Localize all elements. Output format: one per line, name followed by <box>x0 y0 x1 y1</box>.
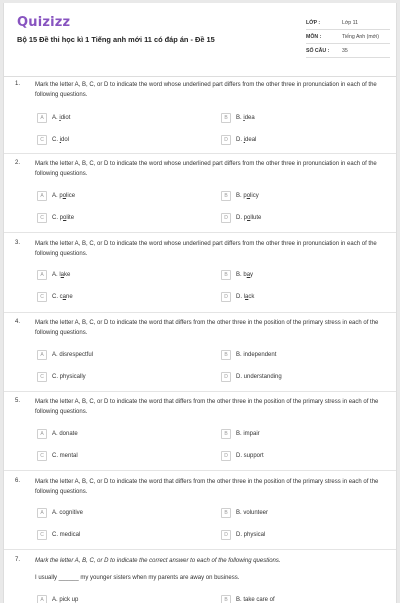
option-underlined: i <box>243 115 245 121</box>
meta-label: LỚP : <box>306 20 321 26</box>
option-letter-box: A <box>37 113 47 123</box>
option-text: B. take care of <box>236 597 275 603</box>
meta-label: SỐ CÂU : <box>306 48 330 54</box>
option-underlined: a <box>246 272 251 278</box>
option-prefix: C. <box>52 137 60 143</box>
option-text: A. cognitive <box>52 510 84 516</box>
meta-value: Lớp 11 <box>342 20 358 26</box>
option-text <box>236 137 256 143</box>
option-suffix: llute <box>250 215 262 221</box>
option-text: B. impair <box>236 431 260 437</box>
option-letter-box: C <box>37 135 47 145</box>
question-number: 3. <box>15 240 21 246</box>
option-letter-box: A <box>37 350 47 360</box>
option-text: B. independent <box>236 352 277 358</box>
question-text: Mark the letter A, B, C, or D to indicate the word whose underlined part differs from the other three in pronunciation in each of the following questions. <box>35 82 377 98</box>
option-suffix: lite <box>66 215 75 221</box>
option-prefix: D. p <box>236 215 248 221</box>
option-text <box>236 215 261 221</box>
question-text: Mark the letter A, B, C, or D to indicate the word that differs from the other three in the position of the primary stress in each of the following questions. <box>35 320 379 336</box>
quizizz-logo[interactable]: Quizizz <box>17 15 71 30</box>
option-letter-box: C <box>37 451 47 461</box>
option-letter-box: B <box>221 270 231 280</box>
option-prefix: A. p <box>52 193 63 199</box>
option-letter-box: B <box>221 191 231 201</box>
question-number: 7. <box>15 557 21 563</box>
option-text: B. volunteer <box>236 510 269 516</box>
meta-row-count <box>306 44 390 58</box>
question-number: 4. <box>15 319 21 325</box>
option-letter-box: B <box>221 508 231 518</box>
worksheet-header <box>4 3 397 71</box>
option-letter-box: C <box>37 372 47 382</box>
option-prefix: B. p <box>236 193 247 199</box>
option-text <box>236 272 253 278</box>
question-divider <box>4 312 397 313</box>
option-letter-box: D <box>221 451 231 461</box>
option-text: D. physical <box>236 532 266 538</box>
meta-row-class <box>306 16 390 30</box>
question-divider <box>4 153 397 154</box>
option-prefix: B. <box>236 115 244 121</box>
option-letter-box: D <box>221 135 231 145</box>
option-underlined: i <box>243 137 246 143</box>
option-prefix: B. b <box>236 272 247 278</box>
meta-value: Tiếng Anh (mới) <box>342 34 379 40</box>
option-underlined: a <box>60 272 65 278</box>
option-suffix: ck <box>248 294 255 300</box>
option-text <box>52 193 75 199</box>
option-suffix: licy <box>250 193 259 199</box>
option-suffix: dol <box>61 137 70 143</box>
meta-info-box <box>306 16 390 58</box>
header-divider <box>4 76 397 77</box>
question-divider <box>4 391 397 392</box>
option-underlined: o <box>247 215 251 221</box>
option-underlined: a <box>62 294 67 300</box>
option-letter-box: B <box>221 113 231 123</box>
option-underlined: o <box>63 215 67 221</box>
option-text: C. physically <box>52 374 86 380</box>
question-number: 6. <box>15 478 21 484</box>
option-text: A. pick up <box>52 597 79 603</box>
question-divider <box>4 470 397 471</box>
option-letter-box: A <box>37 191 47 201</box>
question-text: Mark the letter A, B, C, or D to indicate the word whose underlined part differs from the other three in pronunciation in each of the following questions. <box>35 161 377 177</box>
option-text: C. mental <box>52 453 78 459</box>
option-letter-box: C <box>37 213 47 223</box>
option-text <box>236 193 259 199</box>
question-text: Mark the letter A, B, C, or D to indicate the word that differs from the other three in the position of the primary stress in each of the following questions. <box>35 399 379 415</box>
option-prefix: A. l <box>52 272 61 278</box>
option-letter-box: D <box>221 213 231 223</box>
question-number: 2. <box>15 160 21 166</box>
option-prefix: C. p <box>52 215 64 221</box>
option-text: A. disrespectful <box>52 352 94 358</box>
option-text: D. support <box>236 453 264 459</box>
option-underlined: o <box>246 193 251 199</box>
option-suffix: dea <box>244 115 255 121</box>
option-letter-box: C <box>37 530 47 540</box>
question-sentence: I usually ______ my younger sisters when my parents are away on business. <box>35 575 240 581</box>
option-letter-box: B <box>221 595 231 603</box>
question-text: Mark the letter A, B, C, or D to indicate the correct answer to each of the following questions. <box>35 558 281 564</box>
option-underlined: i <box>59 115 61 121</box>
question-text: Mark the letter A, B, C, or D to indicate the word that differs from the other three in the position of the primary stress in each of the following questions. <box>35 479 379 495</box>
question-divider <box>4 549 397 550</box>
meta-value: 35 <box>342 48 348 54</box>
option-letter-box: B <box>221 429 231 439</box>
option-text <box>52 115 70 121</box>
option-suffix: lice <box>66 193 76 199</box>
option-prefix: D. <box>236 137 244 143</box>
meta-label: MÔN : <box>306 34 322 40</box>
option-letter-box: D <box>221 530 231 540</box>
option-text: C. medical <box>52 532 81 538</box>
option-letter-box: C <box>37 292 47 302</box>
option-letter-box: B <box>221 350 231 360</box>
option-letter-box: A <box>37 429 47 439</box>
page-title: Bộ 15 Đề thi học kì 1 Tiếng anh mới 11 có đáp án - Đề 15 <box>17 35 215 44</box>
worksheet-page <box>3 3 397 603</box>
meta-row-subject <box>306 30 390 44</box>
option-letter-box: D <box>221 292 231 302</box>
question-text: Mark the letter A, B, C, or D to indicate the word whose underlined part differs from the other three in pronunciation in each of the following questions. <box>35 241 377 257</box>
option-suffix: ne <box>66 294 73 300</box>
option-letter-box: A <box>37 595 47 603</box>
option-letter-box: A <box>37 270 47 280</box>
option-text <box>52 272 70 278</box>
option-underlined: a <box>245 294 249 300</box>
option-suffix: y <box>250 272 254 278</box>
option-letter-box: D <box>221 372 231 382</box>
option-text <box>52 294 73 300</box>
option-text: A. donate <box>52 431 78 437</box>
option-suffix: ke <box>64 272 71 278</box>
option-text <box>236 294 254 300</box>
option-text: D. understanding <box>236 374 282 380</box>
option-underlined: i <box>59 137 62 143</box>
question-number: 5. <box>15 398 21 404</box>
option-underlined: o <box>62 193 67 199</box>
option-suffix: deal <box>245 137 257 143</box>
option-text <box>52 137 69 143</box>
option-prefix: D. l <box>236 294 245 300</box>
option-text <box>236 115 255 121</box>
question-number: 1. <box>15 81 21 87</box>
option-prefix: C. c <box>52 294 63 300</box>
question-divider <box>4 232 397 233</box>
option-text <box>52 215 74 221</box>
option-prefix: A. <box>52 115 60 121</box>
option-letter-box: A <box>37 508 47 518</box>
option-suffix: diot <box>60 115 71 121</box>
